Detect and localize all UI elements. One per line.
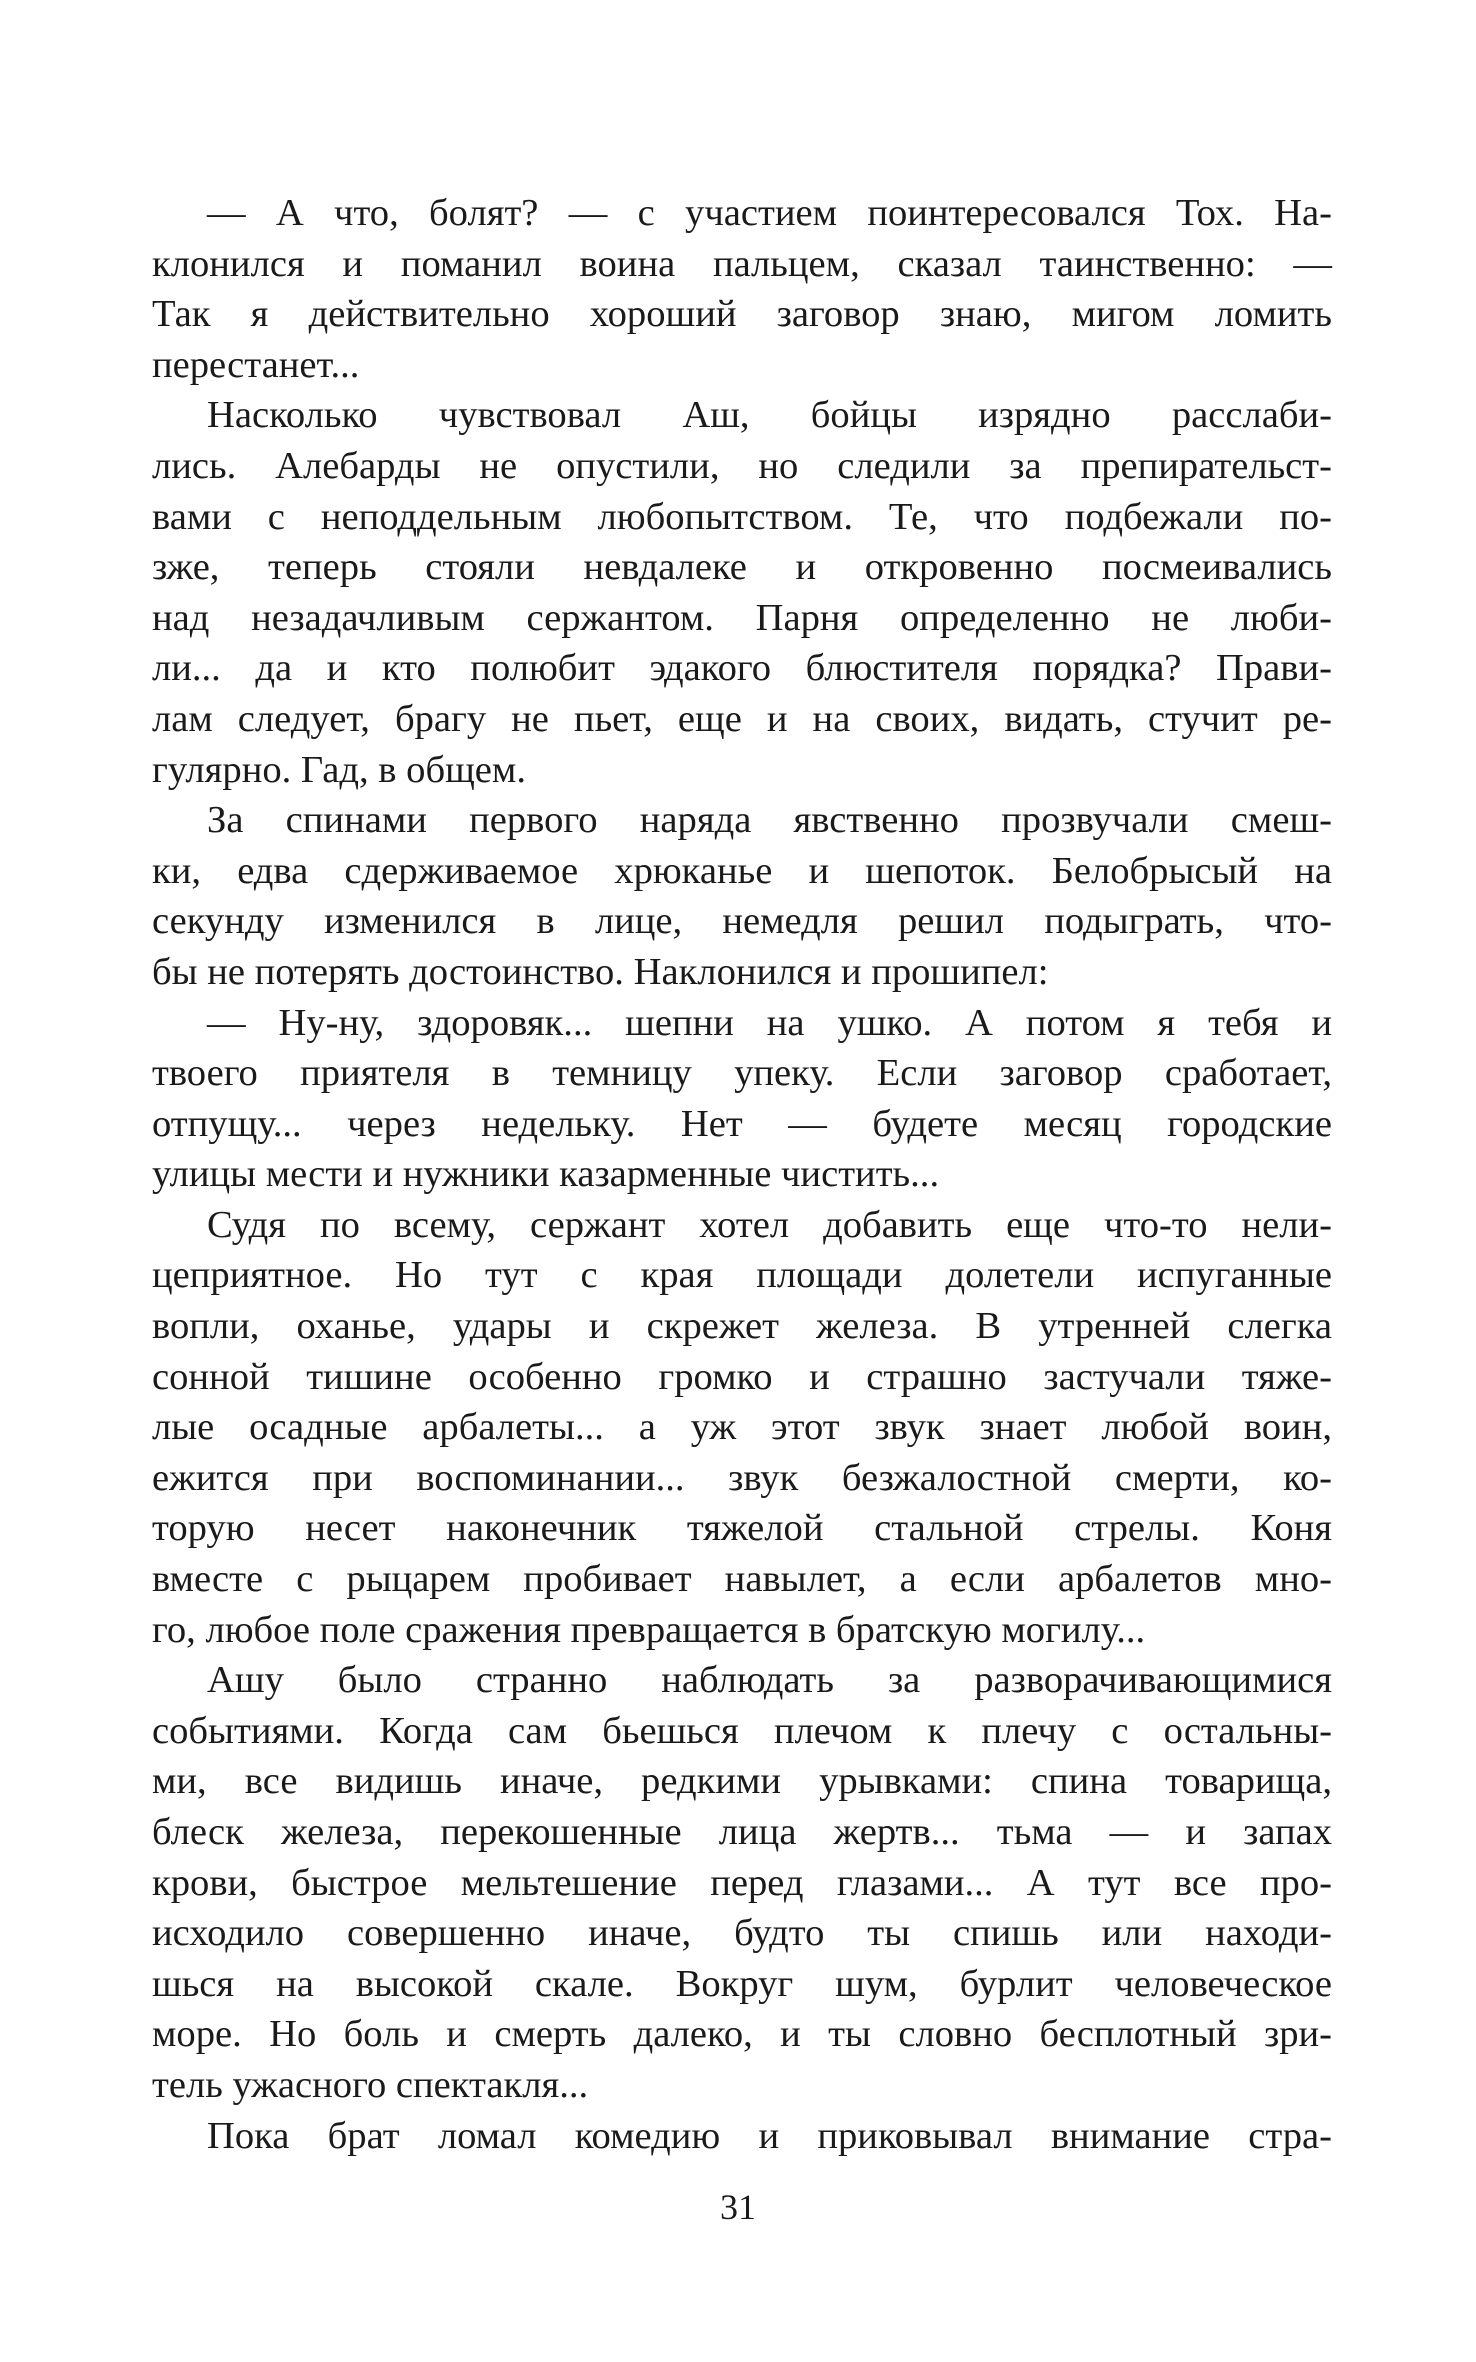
text-line: лые осадные арбалеты... а уж этот звук знает любой воин, bbox=[152, 1406, 1332, 1449]
text-line: шься на высокой скале. Вокруг шум, бурлит человеческое bbox=[152, 1962, 1332, 2005]
text-line: тель ужасного спектакля... bbox=[152, 2063, 589, 2106]
text-line: секунду изменился в лице, немедля решил подыграть, что- bbox=[152, 900, 1332, 943]
text-line: лам следует, брагу не пьет, еще и на своих, видать, стучит ре- bbox=[152, 697, 1332, 740]
text-line: вопли, оханье, удары и скрежет железа. В утренней слегка bbox=[152, 1305, 1332, 1348]
text-line: Насколько чувствовал Аш, бойцы изрядно расслаби- bbox=[207, 394, 1332, 437]
text-line: Пока брат ломал комедию и приковывал внимание стра- bbox=[207, 2114, 1332, 2157]
text-line: сонной тишине особенно громко и страшно застучали тяже- bbox=[152, 1355, 1332, 1398]
text-line: твоего приятеля в темницу упеку. Если заговор сработает, bbox=[152, 1052, 1332, 1095]
text-line: блеск железа, перекошенные лица жертв... тьма — и запах bbox=[152, 1811, 1332, 1853]
text-line: ки, едва сдерживаемое хрюканье и шепоток. Белобрысый на bbox=[152, 849, 1332, 892]
text-line: го, любое поле сражения превращается в братскую могилу... bbox=[152, 1608, 1146, 1651]
page-number: 31 bbox=[720, 2187, 756, 2227]
text-line: вами с неподдельным любопытством. Те, что подбежали по- bbox=[152, 495, 1332, 538]
text-line: Так я действительно хороший заговор знаю, мигом ломить bbox=[152, 293, 1332, 336]
text-line: лись. Алебарды не опустили, но следили за препирательст- bbox=[152, 444, 1332, 487]
text-line: вместе с рыцарем пробивает навылет, а если арбалетов мно- bbox=[152, 1558, 1332, 1601]
text-line: ли... да и кто полюбит эдакого блюстителя порядка? Прави- bbox=[152, 647, 1332, 690]
text-line: За спинами первого наряда явственно прозвучали смеш- bbox=[207, 799, 1332, 842]
text-line: — Ну-ну, здоровяк... шепни на ушко. А потом я тебя и bbox=[207, 1001, 1332, 1044]
text-line: зже, теперь стояли невдалеке и откровенно посмеивались bbox=[152, 546, 1332, 589]
text-line: бы не потерять достоинство. Наклонился и прошипел: bbox=[152, 950, 1049, 993]
text-line: Ашу было странно наблюдать за разворачивающимися bbox=[207, 1659, 1332, 1702]
text-line: гулярно. Гад, в общем. bbox=[152, 748, 526, 791]
text-line: ми, все видишь иначе, редкими урывками: спина товарища, bbox=[152, 1760, 1332, 1803]
page-body bbox=[152, 188, 1332, 2161]
text-line: Судя по всему, сержант хотел добавить еще что-то нели- bbox=[207, 1203, 1332, 1246]
text-line: клонился и поманил воина пальцем, сказал таинственно: — bbox=[152, 242, 1332, 285]
text-line: исходило совершенно иначе, будто ты спишь или находи- bbox=[152, 1912, 1332, 1955]
text-line: крови, быстрое мельтешение перед глазами... А тут все про- bbox=[152, 1861, 1332, 1904]
text-line: перестанет... bbox=[152, 343, 360, 386]
text-line: ежится при воспоминании... звук безжалостной смерти, ко- bbox=[152, 1456, 1332, 1499]
text-line: море. Но боль и смерть далеко, и ты словно бесплотный зри- bbox=[152, 2013, 1332, 2056]
text-line: — А что, болят? — с участием поинтересовался Тох. На- bbox=[207, 192, 1332, 234]
text-line: над незадачливым сержантом. Парня определенно не люби- bbox=[152, 596, 1332, 639]
text-line: отпущу... через недельку. Нет — будете месяц городские bbox=[152, 1102, 1332, 1145]
text-line: цеприятное. Но тут с края площади долетели испуганные bbox=[152, 1254, 1332, 1297]
text-line: событиями. Когда сам бьешься плечом к плечу с остальны- bbox=[152, 1709, 1332, 1752]
text-line: улицы мести и нужники казарменные чистить... bbox=[152, 1153, 940, 1196]
text-line: торую несет наконечник тяжелой стальной стрелы. Коня bbox=[152, 1507, 1332, 1550]
